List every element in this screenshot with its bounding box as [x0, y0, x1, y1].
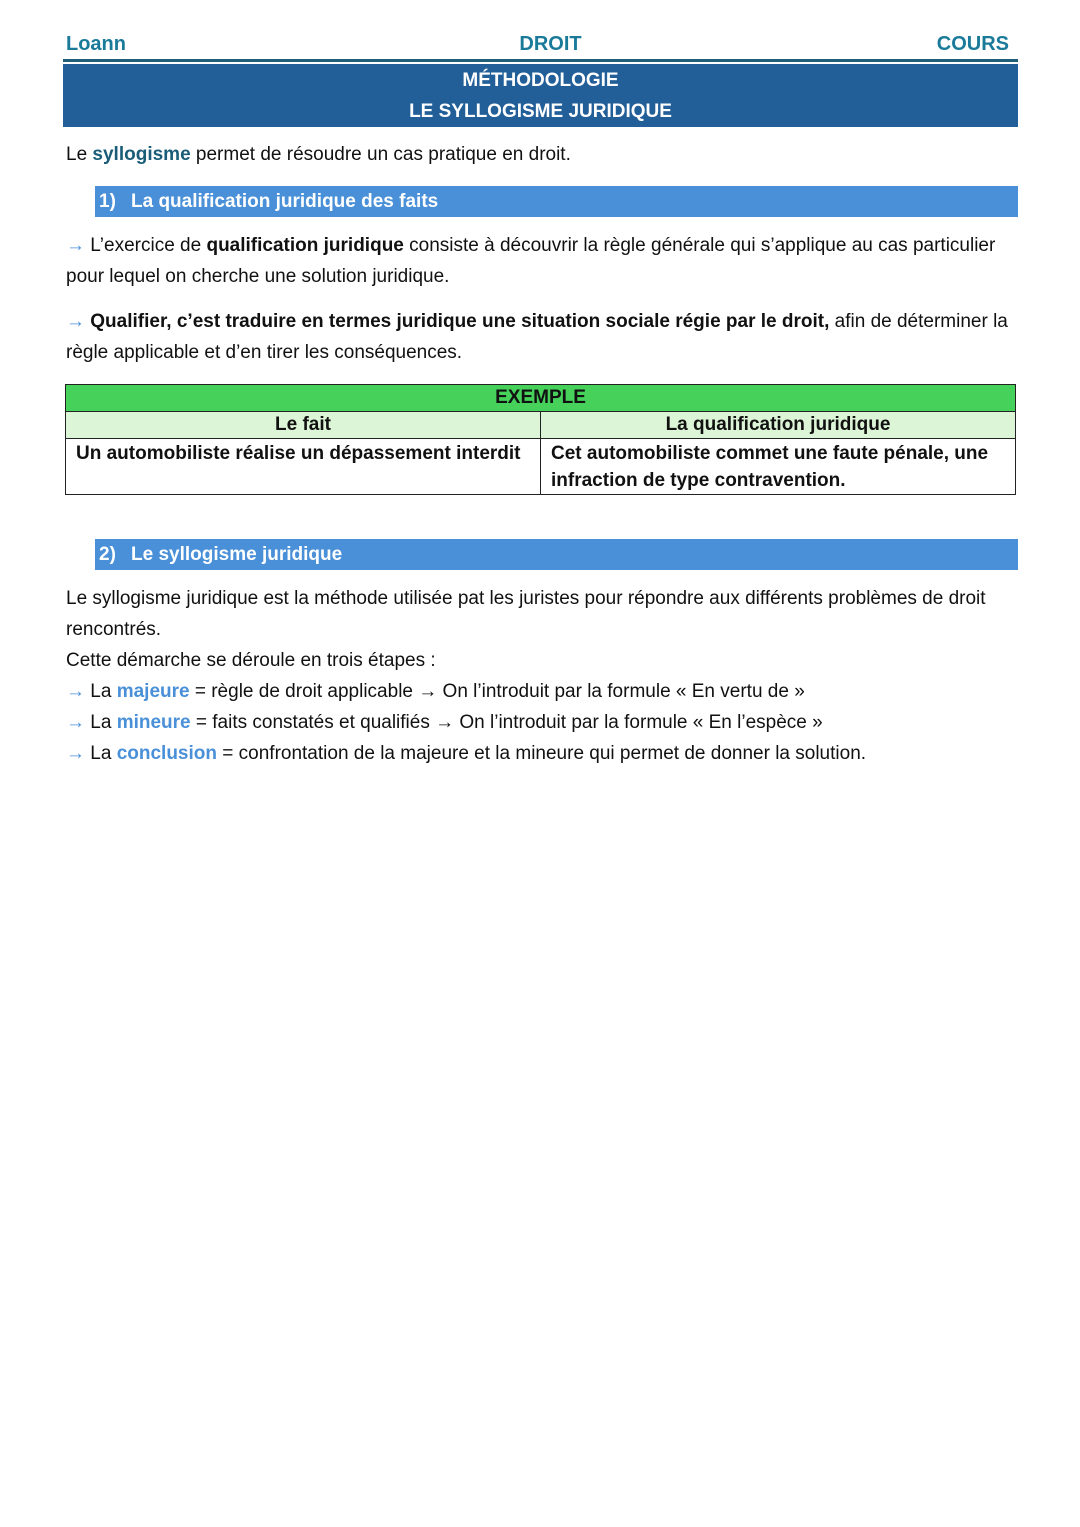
- step-item-mineure: [66, 707, 1016, 738]
- syllogism-paragraph: [66, 583, 1016, 769]
- page-header: [63, 31, 1018, 57]
- step-text: = faits constatés et qualifiés → On l’introduit par la formule « En l’espèce »: [190, 712, 823, 733]
- step-text: = règle de droit applicable → On l’introduit par la formule « En vertu de »: [189, 681, 805, 702]
- section-number: 1): [99, 190, 116, 212]
- step-text: La: [85, 712, 117, 733]
- title-line-1: MÉTHODOLOGIE: [462, 69, 619, 91]
- definition-paragraph: [66, 306, 1016, 368]
- author-name: Loann: [66, 32, 126, 55]
- table-row: [66, 439, 1016, 495]
- step-text: La: [85, 681, 117, 702]
- section-title: La qualification juridique des faits: [131, 190, 439, 212]
- document-type-label: COURS: [936, 32, 1009, 55]
- step-keyword: majeure: [116, 681, 190, 702]
- column-header-fact: Le fait: [66, 412, 541, 439]
- bold-term: qualification juridique: [206, 235, 404, 256]
- intro-text-post: permet de résoudre un cas pratique en droit.: [190, 144, 571, 165]
- step-text: La: [85, 743, 117, 764]
- arrow-right-icon: →: [66, 681, 85, 702]
- step-keyword: mineure: [116, 712, 191, 733]
- paragraph-text: Le syllogisme juridique est la méthode utilisée pat les juristes pour répondre aux différents problèmes de droit rencontrés.: [66, 588, 986, 640]
- table-cell-fact: Un automobiliste réalise un dépassement interdit: [66, 439, 541, 495]
- intro-paragraph: [66, 139, 1016, 170]
- arrow-right-icon: →: [66, 712, 85, 733]
- intro-keyword: syllogisme: [92, 144, 191, 165]
- section-title: Le syllogisme juridique: [131, 543, 343, 565]
- section-heading-1: [95, 186, 1018, 217]
- intro-text-pre: Le: [66, 144, 93, 165]
- qualification-paragraph: [66, 230, 1016, 292]
- steps-intro: Cette démarche se déroule en trois étapes :: [66, 650, 436, 671]
- subject-label: DROIT: [519, 32, 582, 55]
- arrow-right-icon: →: [66, 235, 85, 256]
- paragraph-text: consiste à découvrir la règle générale qui s’applique au cas particulier pour lequel on cherche une solution juridique.: [66, 235, 996, 287]
- step-item-conclusion: [66, 738, 1016, 769]
- column-header-qualification: La qualification juridique: [541, 412, 1016, 439]
- step-item-majeure: [66, 676, 1016, 707]
- arrow-right-icon: →: [66, 311, 85, 332]
- section-heading-2: [95, 539, 1018, 570]
- title-line-2: LE SYLLOGISME JURIDIQUE: [409, 100, 672, 122]
- bold-definition: Qualifier, c’est traduire en termes juridique une situation sociale régie par le droit,: [85, 311, 830, 332]
- example-table-title: EXEMPLE: [66, 385, 1016, 412]
- paragraph-text: afin de déterminer la règle applicable et d’en tirer les conséquences.: [66, 311, 1008, 363]
- table-cell-qualification: Cet automobiliste commet une faute pénale, une infraction de type contravention.: [541, 439, 1016, 495]
- arrow-right-icon: →: [66, 743, 85, 764]
- section-number: 2): [99, 543, 116, 565]
- step-keyword: conclusion: [116, 743, 217, 764]
- step-text: = confrontation de la majeure et la mineure qui permet de donner la solution.: [217, 743, 867, 764]
- example-table: [65, 384, 1016, 495]
- header-divider: [63, 59, 1018, 62]
- paragraph-text: L’exercice de: [85, 235, 207, 256]
- title-banner: [63, 64, 1018, 127]
